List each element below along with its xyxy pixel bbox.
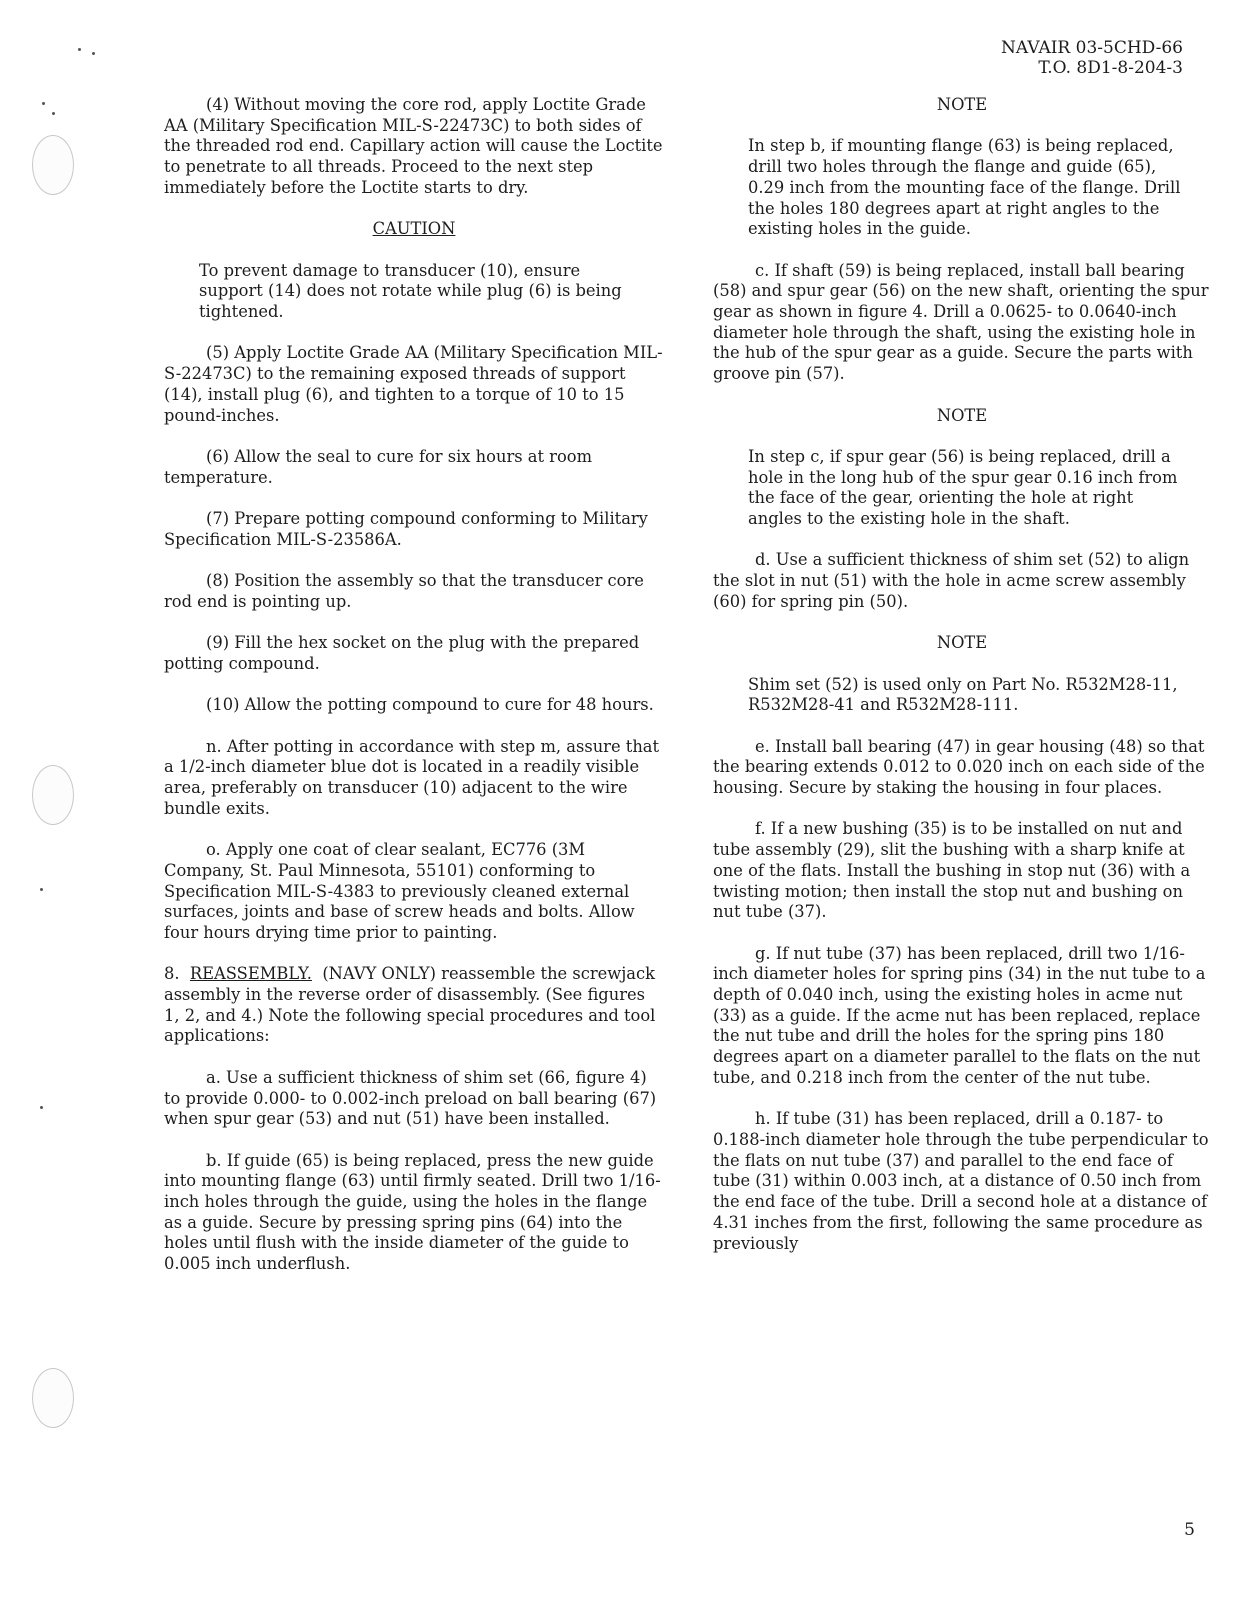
- step-7: (7) Prepare potting compound conforming to Military Specification MIL-S-23586A.: [164, 508, 648, 549]
- header-line-2: T.O. 8D1-8-204-3: [1038, 58, 1183, 78]
- step-9: (9) Fill the hex socket on the plug with the prepared potting compound.: [164, 633, 640, 673]
- note-heading-2: NOTE: [936, 405, 988, 425]
- section-number: 8.: [164, 964, 180, 984]
- scan-speck: [40, 888, 43, 891]
- section-heading: REASSEMBLY.: [189, 964, 312, 984]
- step-a: a. Use a sufficient thickness of shim set (66, figure 4) to provide 0.000- to 0.002-inch preload on ball bearing (67) when spur gear (53) and nut (51) have been installed.: [164, 1067, 657, 1129]
- step-10: (10) Allow the potting compound to cure for 48 hours.: [206, 695, 654, 715]
- caution-heading: CAUTION: [372, 219, 456, 239]
- step-6: (6) Allow the seal to cure for six hours at room temperature.: [164, 446, 593, 487]
- note-text-2: In step c, if spur gear (56) is being replaced, drill a hole in the long hub of the spur gear 0.16 inch from the face of the gear, orienting the hole at right angles to the existing hole in the shaft.: [748, 446, 1178, 528]
- note-text-1: In step b, if mounting flange (63) is being replaced, drill two holes through the flange and guide (65), 0.29 inch from the mounting face of the flange. Drill the holes 180 degrees apart at right angles to the existing holes in the guide.: [748, 136, 1181, 239]
- step-n: n. After potting in accordance with step m, assure that a 1/2-inch diameter blue dot is located in a readily visible area, preferably on transducer (10) adjacent to the wire bundle exits.: [164, 736, 660, 818]
- step-d: d. Use a sufficient thickness of shim set (52) to align the slot in nut (51) with the hole in acme screw assembly (60) for spring pin (50).: [713, 550, 1190, 611]
- step-g: g. If nut tube (37) has been replaced, drill two 1/16-inch diameter holes for spring pins (34) in the nut tube to a depth of 0.040 inch, using the existing holes in acme nut (33) as a guide. If the acme nut has been replaced, replace the nut tube and drill the holes for the spring pins 180 degrees apart on a diameter parallel to the flats on the nut tube, and 0.218 inch from the center of the nut tube.: [713, 943, 1206, 1087]
- binder-hole: [32, 135, 74, 195]
- left-column: [164, 95, 664, 1296]
- right-column: [713, 95, 1211, 1275]
- scan-speck: [52, 112, 55, 115]
- step-e: e. Install ball bearing (47) in gear housing (48) so that the bearing extends 0.012 to 0.020 inch on each side of the housing. Secure by staking the housing in four places.: [713, 736, 1205, 798]
- binder-hole: [32, 1368, 74, 1428]
- scan-speck: [78, 48, 81, 51]
- header-line-1: NAVAIR 03-5CHD-66: [1001, 38, 1183, 58]
- note-text-3: Shim set (52) is used only on Part No. R532M28-11, R532M28-41 and R532M28-111.: [748, 674, 1178, 715]
- note-heading-1: NOTE: [936, 95, 988, 114]
- step-8: (8) Position the assembly so that the transducer core rod end is pointing up.: [164, 571, 644, 611]
- scan-speck: [92, 52, 95, 55]
- step-f: f. If a new bushing (35) is to be installed on nut and tube assembly (29), slit the bushing with a sharp knife at one of the flats. Install the bushing in stop nut (36) with a twisting motion; then install the stop nut and bushing on nut tube (37).: [713, 819, 1191, 922]
- step-h: h. If tube (31) has been replaced, drill a 0.187- to 0.188-inch diameter hole through the tube perpendicular to the flats on nut tube (37) and parallel to the end face of tube (31) within 0.003 inch, at a distance of 0.50 inch from the end face of the tube. Drill a second hole at a distance of 4.31 inches from the first, following the same procedure as previously: [713, 1109, 1209, 1253]
- note-heading-3: NOTE: [936, 633, 988, 653]
- caution-text: To prevent damage to transducer (10), ensure support (14) does not rotate while plug (6) is being tightened.: [199, 260, 622, 321]
- step-c: c. If shaft (59) is being replaced, install ball bearing (58) and spur gear (56) on the new shaft, orienting the spur gear as shown in figure 4. Drill a 0.0625- to 0.0640-inch diameter hole through the shaft, using the existing hole in the hub of the spur gear as a guide. Secure the parts with groove pin (57).: [713, 260, 1209, 384]
- page-number: 5: [1184, 1520, 1195, 1540]
- step-5: (5) Apply Loctite Grade AA (Military Specification MIL-S-22473C) to the remaining exposed threads of support (14), install plug (6), and tighten to a torque of 10 to 15 pound-inches.: [164, 343, 663, 425]
- step-4: (4) Without moving the core rod, apply Loctite Grade AA (Military Specification MIL-S-22473C) to both sides of the threaded rod end. Capillary action will cause the Loctite to penetrate to all threads. Proceed to the next step immediately before the Loctite starts to dry.: [164, 95, 663, 197]
- section-8-reassembly: [164, 964, 664, 1047]
- document-header: [1001, 38, 1183, 78]
- step-o: o. Apply one coat of clear sealant, EC776 (3M Company, St. Paul Minnesota, 55101) conforming to Specification MIL-S-4383 to previously cleaned external surfaces, joints and base of screw heads and bolts. Allow four hours drying time prior to painting.: [164, 840, 635, 942]
- scan-speck: [40, 1106, 43, 1109]
- step-b: b. If guide (65) is being replaced, press the new guide into mounting flange (63) until firmly seated. Drill two 1/16-inch holes through the guide, using the holes in the flange as a guide. Secure by pressing spring pins (64) into the holes until flush with the inside diameter of the guide to 0.005 inch underflush.: [164, 1150, 661, 1274]
- scan-speck: [42, 102, 45, 105]
- section-text: (NAVY ONLY) reassemble the screwjack assembly in the reverse order of disassembly. (See figures 1, 2, and 4.) Note the following special procedures and tool applications:: [164, 964, 656, 1046]
- binder-hole: [32, 765, 74, 825]
